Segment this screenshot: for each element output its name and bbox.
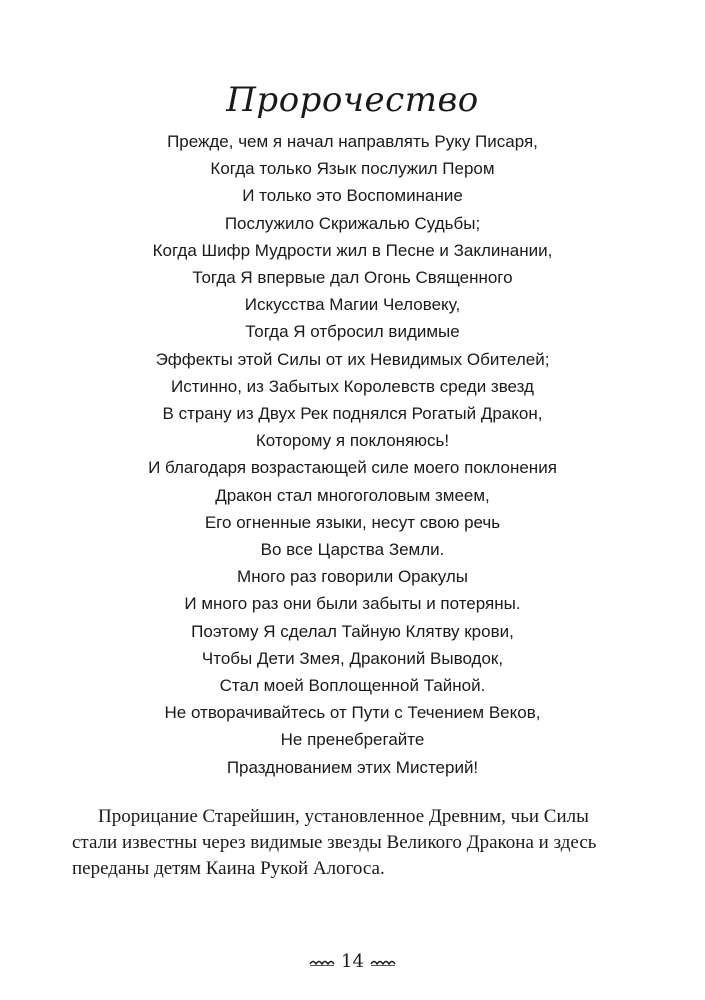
right-ornament-icon	[370, 957, 396, 967]
poem-line: Поэтому Я сделал Тайную Клятву крови,	[191, 621, 514, 641]
poem-line: Не пренебрегайте	[280, 730, 425, 750]
page-footer	[0, 950, 705, 974]
poem-line: Эффекты этой Силы от их Невидимых Обителей;	[155, 349, 550, 369]
poem-line: И только это Воспоминание	[242, 186, 463, 206]
poem-line: Не отворачивайтесь от Пути с Течением Веков,	[164, 703, 541, 723]
left-ornament-icon	[309, 957, 335, 967]
poem-line: Послужило Скрижалью Судьбы;	[224, 213, 481, 233]
poem	[0, 128, 705, 781]
poem-line: Тогда Я отбросил видимые	[245, 322, 460, 342]
poem-line: Дракон стал многоголовым змеем,	[215, 485, 490, 505]
poem-line: Истинно, из Забытых Королевств среди звезд	[171, 376, 534, 396]
poem-line: Искусства Магии Человеку,	[244, 295, 461, 315]
poem-line: Прежде, чем я начал направлять Руку Писаря,	[167, 132, 538, 151]
poem-line: Его огненные языки, несут свою речь	[204, 512, 501, 532]
poem-line: Которому я поклоняюсь!	[255, 431, 450, 451]
poem-line: В страну из Двух Рек поднялся Рогатый Дракон,	[162, 404, 543, 424]
poem-line: Стал моей Воплощенной Тайной.	[219, 676, 486, 696]
poem-line: И благодаря возрастающей силе моего поклонения	[148, 458, 557, 478]
poem-line: Когда Шифр Мудрости жил в Песне и Заклинании,	[152, 240, 553, 260]
poem-line: Во все Царства Земли.	[260, 540, 445, 560]
poem-line: Тогда Я впервые дал Огонь Священного	[192, 268, 513, 288]
poem-line: Много раз говорили Оракулы	[237, 567, 468, 587]
prose-paragraph: Прорицание Старейшин, установленное Древним, чьи Силы стали известны через видимые звезды Великого Дракона и здесь переданы детям Каина Рукой Алогоса.	[72, 806, 597, 879]
poem-line: Празднованием этих Мистерий!	[226, 757, 479, 777]
poem-line: И много раз они были забыты и потеряны.	[184, 594, 521, 614]
page-number: 14	[341, 951, 364, 972]
poem-line: Когда только Язык послужил Пером	[210, 159, 495, 179]
poem-line: Чтобы Дети Змея, Драконий Выводок,	[201, 648, 504, 668]
chapter-title: Пророчество	[226, 80, 479, 120]
